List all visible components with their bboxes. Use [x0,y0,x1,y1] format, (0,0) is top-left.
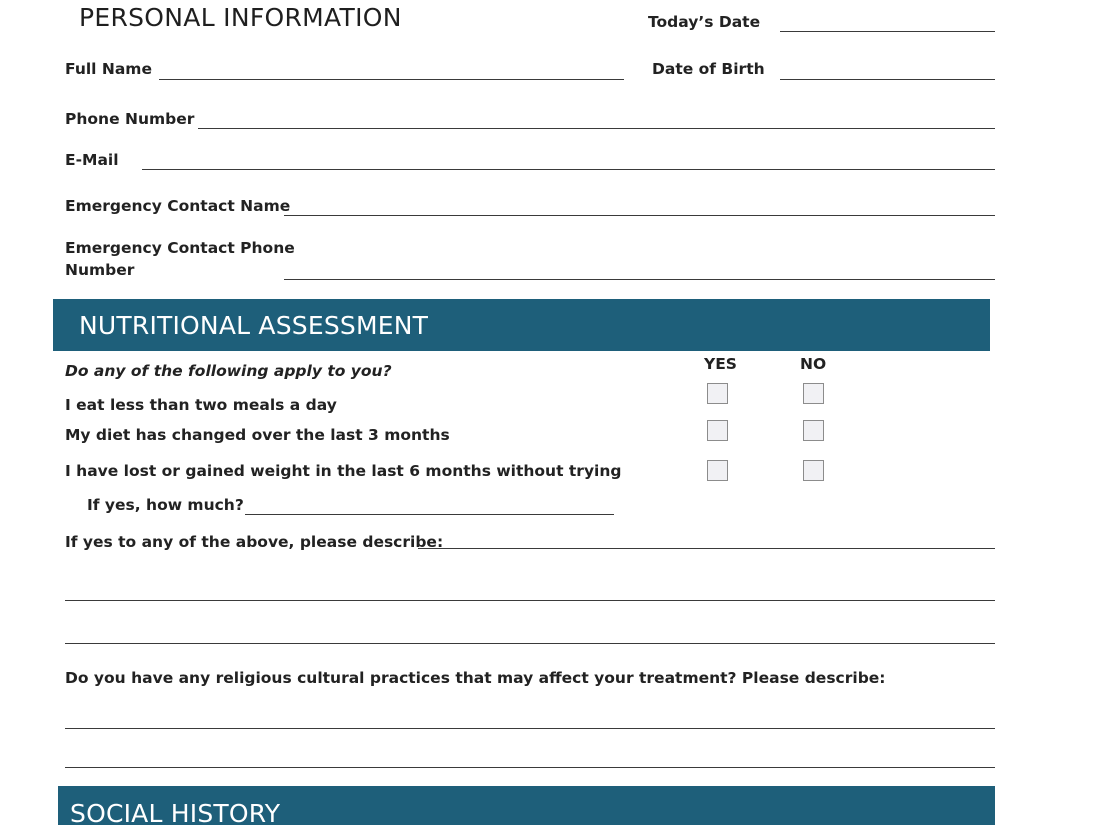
email-field[interactable] [142,169,995,170]
nutritional-assessment-title: NUTRITIONAL ASSESSMENT [79,311,429,340]
emergency-contact-name-field[interactable] [284,215,995,216]
question-two-meals: I eat less than two meals a day [65,396,337,414]
describe-label: If yes to any of the above, please describe: [65,533,444,551]
religious-practices-line-1[interactable] [65,728,995,729]
emergency-contact-name-label: Emergency Contact Name [65,197,291,215]
emergency-contact-phone-label-line2: Number [65,261,135,279]
phone-number-field[interactable] [198,128,995,129]
todays-date-label: Today’s Date [648,13,761,31]
two-meals-yes-checkbox[interactable] [707,383,728,404]
date-of-birth-field[interactable] [780,79,995,80]
weight-change-yes-checkbox[interactable] [707,460,728,481]
diet-changed-yes-checkbox[interactable] [707,420,728,441]
nutrition-intro-question: Do any of the following apply to you? [65,362,392,380]
yes-column-header: YES [704,355,737,373]
emergency-contact-phone-field[interactable] [284,279,995,280]
religious-practices-label: Do you have any religious cultural practices that may affect your treatment? Please describe: [65,669,886,687]
emergency-contact-phone-label-line1: Emergency Contact Phone [65,239,295,257]
how-much-field[interactable] [245,514,614,515]
todays-date-field[interactable] [780,31,995,32]
describe-field-line-1[interactable] [418,548,995,549]
personal-information-title: PERSONAL INFORMATION [79,3,402,32]
diet-changed-no-checkbox[interactable] [803,420,824,441]
weight-change-no-checkbox[interactable] [803,460,824,481]
how-much-label: If yes, how much? [87,496,244,514]
question-weight-change: I have lost or gained weight in the last 6 months without trying [65,462,622,480]
describe-field-line-3[interactable] [65,643,995,644]
question-diet-changed: My diet has changed over the last 3 months [65,426,450,444]
religious-practices-line-2[interactable] [65,767,995,768]
no-column-header: NO [800,355,827,373]
two-meals-no-checkbox[interactable] [803,383,824,404]
phone-number-label: Phone Number [65,110,195,128]
full-name-field[interactable] [159,79,624,80]
email-label: E-Mail [65,151,119,169]
date-of-birth-label: Date of Birth [652,60,765,78]
full-name-label: Full Name [65,60,152,78]
social-history-title: SOCIAL HISTORY [70,799,281,828]
describe-field-line-2[interactable] [65,600,995,601]
